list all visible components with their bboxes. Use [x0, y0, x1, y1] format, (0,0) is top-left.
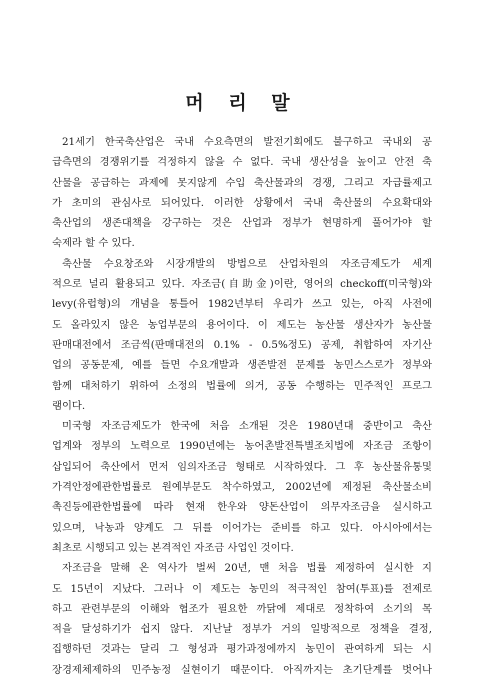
text-line: 촉진등에관한법률에 따라 현재 한우와 양돈산업이 의무자조금을 실시하고 [52, 501, 432, 514]
text-line: 최초로 시행되고 있는 본격적인 자조금 사업인 것이다. [52, 541, 294, 554]
paragraph-3 [52, 416, 432, 558]
paragraph-1 [52, 132, 432, 254]
text-line: levy(유럽형)의 개념을 통틀어 1982년부터 우리가 쓰고 있는, 아직 사전에 [52, 298, 432, 311]
text-line: 미국형 자조금제도가 한국에 처음 소개된 것은 1980년대 중반이고 축산 [62, 420, 432, 433]
text-line: 가격안정에관한법률로 원예부문도 착수하였고, 2002년에 제정된 축산물소비 [52, 481, 432, 494]
text-line: 적으로 널리 활용되고 있다. 자조금(自助金)이란, 영어의 checkoff(미국형)와 [52, 278, 432, 291]
paragraph-2 [52, 254, 432, 416]
text-line: 있으며, 낙농과 양계도 그 뒤를 이어가는 준비를 하고 있다. 아시아에서는 [52, 521, 432, 534]
text-line: 축산업의 생존대책을 강구하는 것은 산업과 정부가 현명하게 풀어가야 할 [52, 217, 432, 230]
text-line: 가 초미의 관심사로 되어있다. 이러한 상황에서 국내 축산물의 수요확대와 [52, 196, 432, 209]
text-line: 램이다. [52, 399, 86, 412]
text-line: 도 15년이 지났다. 그러나 이 제도는 농민의 적극적인 참여(투표)를 전제로 [52, 582, 432, 595]
text-line: 적을 달성하기가 쉽지 않다. 지난날 정부가 거의 일방적으로 정책을 결정, [52, 623, 432, 636]
text-line: 집행하던 것과는 달리 그 형성과 평가과정에까지 농민이 관여하게 되는 시 [52, 643, 432, 656]
text-line: 판매대전에서 조금씩(판매대전의 0.1% - 0.5%정도) 공제, 취합하여 자기산 [52, 338, 432, 351]
text-line: 하고 관련부문의 이해와 협조가 필요한 까닭에 제대로 정착하여 소기의 목 [52, 602, 432, 615]
body-text [52, 132, 432, 680]
text-line: 급측면의 경쟁위기를 걱정하지 않을 수 없다. 국내 생산성을 높이고 안전 축 [52, 156, 432, 169]
page-title: 머 리 말 [185, 92, 299, 114]
text-line: 도 올라있지 않은 농업부문의 용어이다. 이 제도는 농산물 생산자가 농산물 [52, 318, 432, 331]
text-line: 숙제라 할 수 있다. [52, 237, 135, 250]
text-line: 삽입되어 축산에서 먼저 임의자조금 형태로 시작하였다. 그 후 농산물유통및 [52, 460, 432, 473]
text-line: 장경제체제하의 민주농정 실현이기 때문이다. 아직까지는 초기단계를 벗어나 [52, 663, 432, 676]
text-line: 21세기 한국축산업은 국내 수요측면의 발전기회에도 불구하고 국내외 공 [62, 136, 432, 148]
text-line: 업계와 정부의 노력으로 1990년에는 농어촌발전특별조치법에 자조금 조항이 [52, 440, 432, 453]
text-line: 산물을 공급하는 과제에 못지않게 수입 축산물과의 경쟁, 그리고 자급률제고 [52, 176, 432, 189]
text-line: 축산물 수요창조와 시장개발의 방법으로 산업차원의 자조금제도가 세계 [62, 257, 432, 270]
text-line: 업의 공동문제, 예를 들면 수요개발과 생존발전 문제를 농민스스로가 정부와 [52, 359, 432, 372]
text-line: 함께 대처하기 위하여 소정의 법률에 의거, 공동 수행하는 민주적인 프로그 [52, 379, 432, 392]
text-line: 자조금을 말해 온 역사가 벌써 20년, 맨 처음 법률 제정하여 실시한 지 [62, 562, 432, 575]
paragraph-4 [52, 558, 432, 680]
